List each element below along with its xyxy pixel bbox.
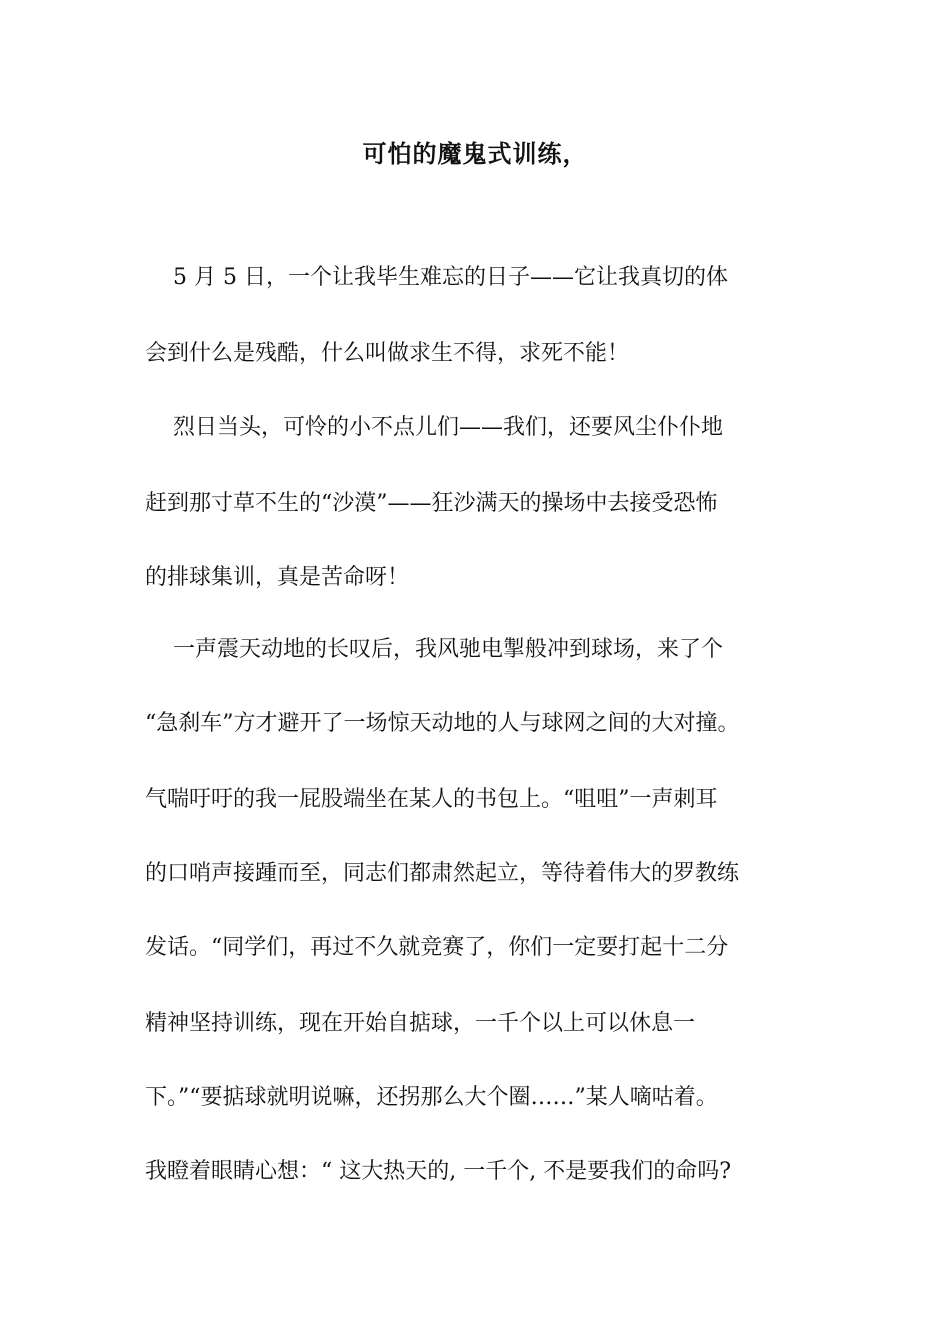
paragraph-line: 赶到那寸草不生的“沙漠”——狂沙满天的操场中去接受恐怖 [145,491,718,516]
paragraph-line: “急刹车”方才避开了一场惊天动地的人与球网之间的大对撞。 [145,711,740,736]
paragraph-line: 烈日当头，可怜的小不点儿们——我们，还要风尘仆仆地 [145,415,723,440]
document-title: 可怕的魔鬼式训练， [362,139,588,168]
paragraph-line: 的口哨声接踵而至，同志们都肃然起立，等待着伟大的罗教练 [145,861,740,886]
paragraph-line: 精神坚持训练，现在开始自掂球，一千个以上可以休息一 [145,1011,696,1036]
paragraph-line: 气喘吁吁的我一屁股端坐在某人的书包上。“咀咀”一声刺耳 [145,787,718,812]
paragraph-line: 下。”“要掂球就明说嘛，还拐那么大个圈……”某人嘀咕着。 [145,1085,718,1110]
paragraph-line: 会到什么是残酷，什么叫做求生不得，求死不能！ [145,341,630,366]
paragraph-line: 发话。“同学们，再过不久就竞赛了，你们一定要打起十二分 [145,935,729,960]
paragraph-line: 一声震天动地的长叹后，我风驰电掣般冲到球场，来了个 [145,637,723,662]
paragraph-line: 5 月 5 日，一个让我毕生难忘的日子——它让我真切的体 [145,265,728,290]
paragraph-line: 的排球集训，真是苦命呀！ [145,565,410,590]
paragraph-line: 我瞪着眼睛心想：“ 这大热天的, 一千个, 不是要我们的命吗? [145,1159,732,1184]
